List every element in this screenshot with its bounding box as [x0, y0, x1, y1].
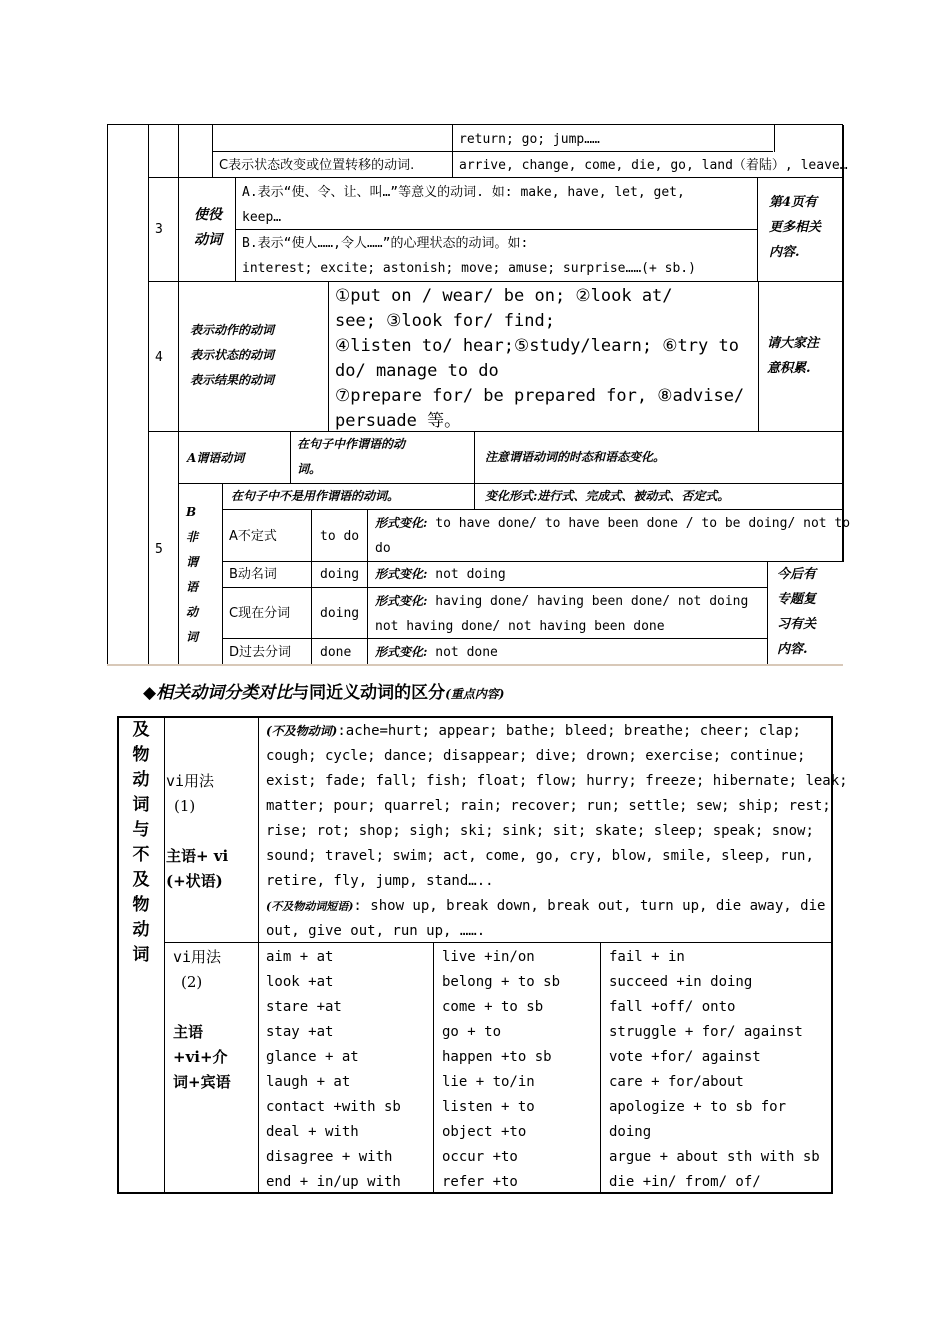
list-item: struggle + for/ against [609, 1024, 803, 1040]
list-item: doing [609, 1124, 652, 1140]
list-item: succeed +in doing [609, 974, 753, 990]
infinitive-form: to do [320, 529, 360, 544]
verb-pair-line-5: ⑦prepare for/ be prepared for, ⑧advise/ [335, 386, 745, 406]
side-label-char: 物 [132, 895, 150, 915]
vi2-column-2 [442, 945, 560, 1195]
list-item: aim + at [266, 949, 334, 965]
vi1-line-6: retire, fly, jump, stand….. [266, 873, 494, 889]
past-participle-label: D过去分词 [229, 645, 292, 660]
list-item: stare +at [266, 999, 342, 1015]
present-participle-label: C现在分词 [229, 606, 291, 621]
non-predicate-label-char: 非 [186, 530, 199, 544]
list-item: die +in/ from/ of/ [609, 1174, 761, 1190]
list-item: belong + to sb [442, 974, 561, 990]
row-4-note: 请大家注 意积累. [767, 336, 820, 376]
vi1-line-4: rise; rot; shop; sigh; ski; sink; sit; skate; sleep; speak; snow; [266, 823, 814, 839]
vi1-line-0: (不及物动词):ache=hurt; appear; bathe; bleed; breathe; cheer; clap; [266, 723, 801, 739]
verb-pair-line-1: ①put on / wear/ be on; ②look at/ [335, 286, 673, 306]
present-participle-change-line-1: 形式变化: having done/ having been done/ not doing [375, 594, 749, 609]
non-predicate-label-char: 谓 [186, 555, 199, 569]
list-item: glance + at [266, 1049, 359, 1065]
non-predicate-label-char: 动 [186, 605, 199, 619]
heading-diamond-part: ◆相关动词分类对比 [143, 683, 293, 703]
verb-pair-line-3: ④listen to/ hear;⑤study/learn; ⑥try to [335, 336, 739, 356]
gerund-form: doing [320, 567, 360, 582]
present-participle-form: doing [320, 606, 360, 621]
verb-pair-line-2: see; ③look for/ find; [335, 311, 555, 331]
infinitive-change-line-2: do [375, 541, 391, 556]
vi2-column-1 [266, 945, 401, 1195]
list-item: argue + about sth with sb [609, 1149, 820, 1165]
list-item: disagree + with [266, 1149, 393, 1165]
side-label-char: 物 [132, 745, 150, 765]
list-item: happen +to sb [442, 1049, 552, 1065]
list-item: deal + with [266, 1124, 359, 1140]
vi1-line-3: matter; pour; quarrel; rain; recover; run; settle; sew; ship; rest; [266, 798, 831, 814]
non-predicate-forms: 变化形式:进行式、完成式、被动式、否定式。 [485, 489, 730, 503]
vi2-column-3 [609, 945, 820, 1195]
heading-small-part: (重点内容) [445, 687, 505, 701]
side-label-char: 动 [132, 770, 150, 790]
return-go-jump-text: return; go; jump…… [459, 132, 600, 147]
causative-b-line-1: B.表示“使人……,令人……”的心理状态的动词。如: [242, 236, 529, 251]
verb-pair-line-6: persuade 等。 [335, 411, 462, 431]
past-participle-form: done [320, 645, 352, 660]
side-label-char: 词 [132, 945, 150, 965]
list-item: refer +to [442, 1174, 518, 1190]
list-item: end + in/up with [266, 1174, 401, 1190]
section-heading [143, 679, 504, 708]
causative-a-line-2: keep… [242, 210, 282, 225]
c-state-change-label: C表示状态改变或位置转移的动词. [219, 158, 415, 173]
c-state-change-examples: arrive, change, come, die, go, land（着陆）, leave… [459, 158, 848, 173]
vi-usage-1-label: vi用法 (1) 主语+ vi (+状语) [166, 772, 229, 890]
causative-verb-label: 使役 动词 [194, 207, 222, 248]
vi1-line-2: exist; fade; fall; fish; float; flow; hurry; freeze; hibernate; leak; [266, 773, 848, 789]
action-state-result-label: 表示动作的动词 表示状态的动词 表示结果的动词 [190, 323, 275, 387]
list-item: come + to sb [442, 999, 544, 1015]
side-label-char: 动 [132, 920, 150, 940]
past-participle-change: 形式变化: not done [375, 645, 498, 660]
vi1-line-5: sound; travel; swim; act, come, go, cry, blow, smile, sleep, run, [266, 848, 814, 864]
heading-plain-part: 与同近义动词的区分 [292, 683, 446, 703]
list-item: go + to [442, 1024, 502, 1040]
infinitive-change-line-1: 形式变化: to have done/ to have been done / to be doing/ not to [375, 516, 851, 531]
verb-pair-line-4: do/ manage to do [335, 361, 499, 381]
list-item: stay +at [266, 1024, 334, 1040]
predicate-verb-label: A谓语动词 [187, 451, 245, 465]
row-5-number: 5 [155, 542, 163, 557]
infinitive-label: A不定式 [229, 529, 277, 544]
row-3-note: 第4页有 更多相关 内容. [769, 195, 822, 260]
side-label-char: 及 [132, 720, 150, 740]
vi-usage-2-label: vi用法 (2) 主语 +vi+介 词+宾语 [173, 948, 231, 1091]
list-item: listen + to [442, 1099, 535, 1115]
list-item: live +in/on [442, 949, 535, 965]
list-item: contact +with sb [266, 1099, 401, 1115]
vi1-line-1: cough; cycle; dance; disappear; dive; drown; exercise; continue; [266, 748, 806, 764]
gerund-change: 形式变化: not doing [375, 567, 506, 582]
row-4-number: 4 [155, 350, 163, 365]
list-item: look +at [266, 974, 334, 990]
list-item: object +to [442, 1124, 527, 1140]
predicate-verb-desc: 在句子中作谓语的动 词。 [297, 437, 406, 476]
list-item: care + for/about [609, 1074, 744, 1090]
list-item: laugh + at [266, 1074, 351, 1090]
non-predicate-label-char: 语 [186, 580, 199, 594]
list-item: fall +off/ onto [609, 999, 736, 1015]
non-predicate-verb-label [186, 500, 206, 650]
non-predicate-desc: 在句子中不是用作谓语的动词。 [231, 489, 400, 503]
non-predicate-label-char: B [186, 505, 197, 519]
causative-b-line-2: interest; excite; astonish; move; amuse; surprise……(+ sb.) [242, 261, 696, 276]
list-item: occur +to [442, 1149, 518, 1165]
side-label-char: 与 [132, 820, 150, 840]
row-5-note: 今后有 专题复 习有关 内容. [777, 567, 817, 657]
side-label-char: 词 [132, 795, 150, 815]
gerund-label: B动名词 [229, 567, 277, 582]
vi1-line-7: out, give out, run up, ……. [266, 923, 486, 939]
list-item: fail + in [609, 949, 685, 965]
row-3-number: 3 [155, 222, 163, 237]
list-item: vote +for/ against [609, 1049, 761, 1065]
side-label-char: 不 [132, 845, 150, 865]
causative-a-line-1: A.表示“使、令、让、叫…”等意义的动词. 如: make, have, let, get, [242, 185, 685, 200]
transitive-intransitive-label [122, 718, 160, 968]
list-item: apologize + to sb for [609, 1099, 787, 1115]
predicate-verb-note: 注意谓语动词的时态和语态变化。 [485, 450, 666, 464]
vi1-phrase-line: (不及物动词短语): show up, break down, break out, turn up, die away, die [266, 898, 826, 914]
list-item: lie + to/in [442, 1074, 535, 1090]
non-predicate-label-char: 词 [186, 630, 199, 644]
present-participle-change-line-2: not having done/ not having been done [375, 619, 665, 634]
side-label-char: 及 [132, 870, 150, 890]
